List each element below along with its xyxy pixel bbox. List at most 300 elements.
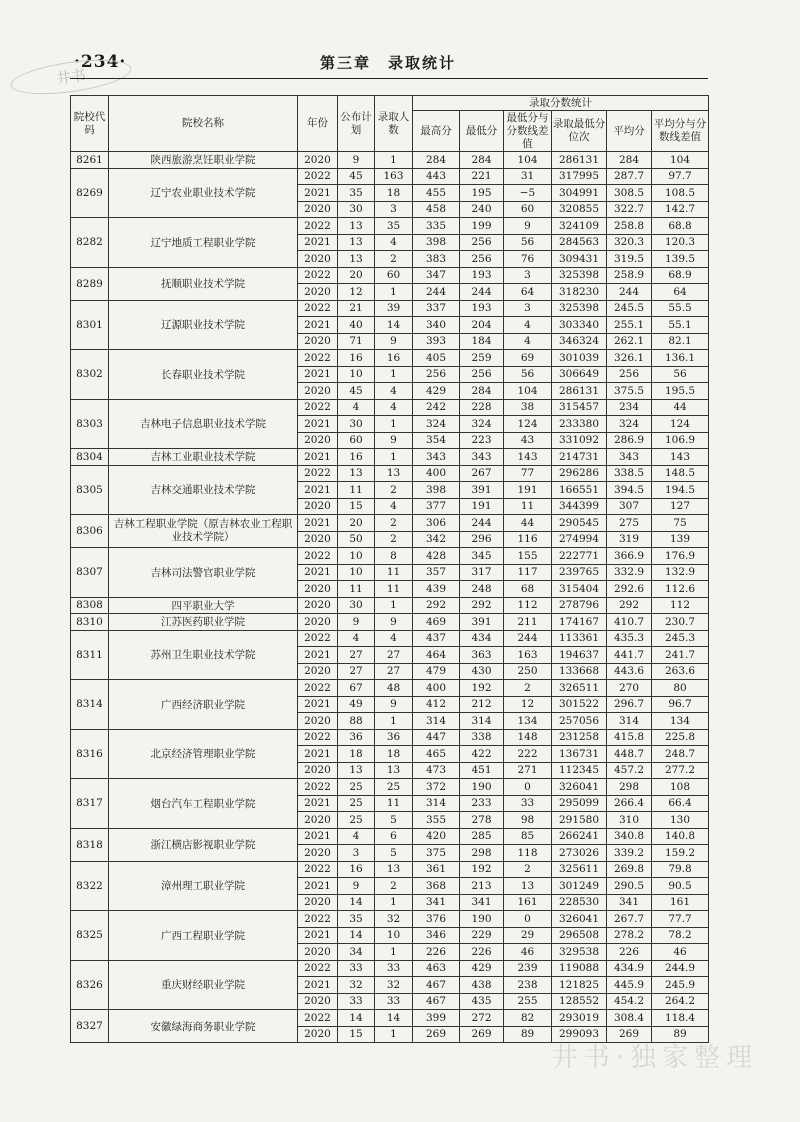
data-cell: 134 xyxy=(652,713,709,730)
data-cell: 290.5 xyxy=(607,878,652,895)
data-cell: 2 xyxy=(375,515,413,532)
data-cell: 244 xyxy=(460,284,504,301)
data-cell: 11 xyxy=(338,581,375,598)
data-cell: 21 xyxy=(338,300,375,317)
data-cell: 435.3 xyxy=(607,630,652,647)
data-cell: 38 xyxy=(504,399,552,416)
header-avg: 平均分 xyxy=(607,111,652,152)
data-cell: 377 xyxy=(413,498,460,515)
data-cell: 2 xyxy=(504,861,552,878)
data-cell: 2022 xyxy=(298,548,338,565)
data-cell: 2020 xyxy=(298,201,338,218)
data-cell: 14 xyxy=(338,894,375,911)
data-cell: 245.3 xyxy=(652,630,709,647)
data-cell: 317995 xyxy=(552,168,607,185)
data-cell: 6 xyxy=(375,828,413,845)
data-cell: 4 xyxy=(375,498,413,515)
data-cell: 309431 xyxy=(552,251,607,268)
school-code-cell: 8316 xyxy=(71,729,109,779)
data-cell: 10 xyxy=(338,564,375,581)
data-cell: 1 xyxy=(375,284,413,301)
data-cell: 44 xyxy=(504,515,552,532)
data-cell: 415.8 xyxy=(607,729,652,746)
data-cell: 10 xyxy=(338,366,375,383)
data-cell: 98 xyxy=(504,812,552,829)
data-cell: 2021 xyxy=(298,366,338,383)
data-cell: 344399 xyxy=(552,498,607,515)
data-cell: 1 xyxy=(375,713,413,730)
data-cell: 269 xyxy=(460,1026,504,1043)
data-cell: 292.6 xyxy=(607,581,652,598)
school-name-cell: 烟台汽车工程职业学院 xyxy=(109,779,298,829)
table-row xyxy=(71,465,709,482)
data-cell: 439 xyxy=(413,581,460,598)
data-cell: 1 xyxy=(375,944,413,961)
data-cell: 0 xyxy=(504,911,552,928)
data-cell: 355 xyxy=(413,812,460,829)
data-cell: 443.6 xyxy=(607,663,652,680)
data-cell: 248 xyxy=(460,581,504,598)
data-cell: 292 xyxy=(607,597,652,614)
data-cell: 11 xyxy=(504,498,552,515)
data-cell: 332.9 xyxy=(607,564,652,581)
data-cell: 248.7 xyxy=(652,746,709,763)
data-cell: 435 xyxy=(460,993,504,1010)
data-cell: 393 xyxy=(413,333,460,350)
data-cell: 31 xyxy=(504,168,552,185)
school-code-cell: 8310 xyxy=(71,614,109,631)
data-cell: 451 xyxy=(460,762,504,779)
data-cell: 10 xyxy=(338,548,375,565)
data-cell: 233 xyxy=(460,795,504,812)
data-cell: 155 xyxy=(504,548,552,565)
data-cell: 82 xyxy=(504,1010,552,1027)
table-row xyxy=(71,218,709,235)
school-code-cell: 8304 xyxy=(71,449,109,466)
data-cell: 89 xyxy=(504,1026,552,1043)
data-cell: 75 xyxy=(652,515,709,532)
data-cell: 315404 xyxy=(552,581,607,598)
data-cell: 1 xyxy=(375,894,413,911)
header-rule xyxy=(70,78,708,79)
data-cell: 106.9 xyxy=(652,432,709,449)
school-name-cell: 陕西旅游烹饪职业学院 xyxy=(109,152,298,169)
data-cell: 121825 xyxy=(552,977,607,994)
data-cell: 239 xyxy=(504,960,552,977)
data-cell: 228 xyxy=(460,399,504,416)
data-cell: 222771 xyxy=(552,548,607,565)
data-cell: 36 xyxy=(338,729,375,746)
school-name-cell: 四平职业大学 xyxy=(109,597,298,614)
data-cell: 77 xyxy=(504,465,552,482)
data-cell: 262.1 xyxy=(607,333,652,350)
data-cell: 399 xyxy=(413,1010,460,1027)
data-cell: 25 xyxy=(338,779,375,796)
data-cell: 341 xyxy=(413,894,460,911)
data-cell: 33 xyxy=(375,960,413,977)
data-cell: 90.5 xyxy=(652,878,709,895)
data-cell: 45 xyxy=(338,383,375,400)
data-cell: 80 xyxy=(652,680,709,697)
data-cell: 148 xyxy=(504,729,552,746)
data-cell: 326041 xyxy=(552,911,607,928)
data-cell: 39 xyxy=(375,300,413,317)
school-code-cell: 8282 xyxy=(71,218,109,268)
table-row xyxy=(71,515,709,532)
data-cell: 244 xyxy=(607,284,652,301)
data-cell: 2020 xyxy=(298,1026,338,1043)
data-cell: 12 xyxy=(338,284,375,301)
data-cell: 2020 xyxy=(298,581,338,598)
data-cell: 361 xyxy=(413,861,460,878)
data-cell: 33 xyxy=(338,960,375,977)
data-cell: 2021 xyxy=(298,416,338,433)
data-cell: 368 xyxy=(413,878,460,895)
school-name-cell: 重庆财经职业学院 xyxy=(109,960,298,1010)
data-cell: 264.2 xyxy=(652,993,709,1010)
data-cell: 266.4 xyxy=(607,795,652,812)
data-cell: 278796 xyxy=(552,597,607,614)
table-row xyxy=(71,152,709,169)
data-cell: 256 xyxy=(413,366,460,383)
data-cell: 306649 xyxy=(552,366,607,383)
data-cell: 230.7 xyxy=(652,614,709,631)
data-cell: 286131 xyxy=(552,383,607,400)
data-cell: 2020 xyxy=(298,432,338,449)
data-cell: 234 xyxy=(607,399,652,416)
school-name-cell: 抚顺职业技术学院 xyxy=(109,267,298,300)
data-cell: 2022 xyxy=(298,680,338,697)
data-cell: 48 xyxy=(375,680,413,697)
data-cell: 2020 xyxy=(298,284,338,301)
data-cell: 139 xyxy=(652,531,709,548)
data-cell: 195 xyxy=(460,185,504,202)
school-code-cell: 8303 xyxy=(71,399,109,449)
data-cell: 310 xyxy=(607,812,652,829)
data-cell: 317 xyxy=(460,564,504,581)
data-cell: 2020 xyxy=(298,845,338,862)
data-cell: 10 xyxy=(375,927,413,944)
data-cell: 1 xyxy=(375,597,413,614)
data-cell: 184 xyxy=(460,333,504,350)
data-cell: 55.5 xyxy=(652,300,709,317)
data-cell: 116 xyxy=(504,531,552,548)
data-cell: 412 xyxy=(413,696,460,713)
data-cell: 284 xyxy=(460,383,504,400)
header-plan: 公布计划 xyxy=(338,96,375,152)
data-cell: 339.2 xyxy=(607,845,652,862)
header-rank: 录取最低分位次 xyxy=(552,111,607,152)
data-cell: 2021 xyxy=(298,515,338,532)
header-min: 最低分 xyxy=(460,111,504,152)
data-cell: 383 xyxy=(413,251,460,268)
data-cell: 13 xyxy=(338,251,375,268)
data-cell: 343 xyxy=(607,449,652,466)
data-cell: 2022 xyxy=(298,168,338,185)
data-cell: 163 xyxy=(375,168,413,185)
data-cell: 3 xyxy=(504,267,552,284)
data-cell: 2021 xyxy=(298,185,338,202)
data-cell: 295099 xyxy=(552,795,607,812)
data-cell: 314 xyxy=(460,713,504,730)
data-cell: 166551 xyxy=(552,482,607,499)
data-cell: 16 xyxy=(375,350,413,367)
data-cell: 4 xyxy=(375,399,413,416)
data-cell: 176.9 xyxy=(652,548,709,565)
data-cell: 2022 xyxy=(298,630,338,647)
data-cell: 324 xyxy=(413,416,460,433)
data-cell: 2020 xyxy=(298,713,338,730)
table-row xyxy=(71,548,709,565)
data-cell: 345 xyxy=(460,548,504,565)
data-cell: 257056 xyxy=(552,713,607,730)
data-cell: 104 xyxy=(652,152,709,169)
school-name-cell: 安徽绿海商务职业学院 xyxy=(109,1010,298,1043)
data-cell: 4 xyxy=(338,828,375,845)
data-cell: 284 xyxy=(460,152,504,169)
data-cell: 64 xyxy=(652,284,709,301)
data-cell: 30 xyxy=(338,416,375,433)
data-cell: 9 xyxy=(504,218,552,235)
data-cell: 2 xyxy=(375,531,413,548)
data-cell: 405 xyxy=(413,350,460,367)
data-cell: 118.4 xyxy=(652,1010,709,1027)
data-cell: 314 xyxy=(413,795,460,812)
data-cell: 11 xyxy=(375,564,413,581)
header-avg-diff: 平均分与分数线差值 xyxy=(652,111,709,152)
data-cell: 398 xyxy=(413,482,460,499)
data-cell: 113361 xyxy=(552,630,607,647)
data-cell: 287.7 xyxy=(607,168,652,185)
data-cell: 479 xyxy=(413,663,460,680)
data-cell: 447 xyxy=(413,729,460,746)
data-cell: 259 xyxy=(460,350,504,367)
data-cell: 49 xyxy=(338,696,375,713)
data-cell: 2021 xyxy=(298,564,338,581)
school-name-cell: 吉林电子信息职业技术学院 xyxy=(109,399,298,449)
data-cell: 226 xyxy=(413,944,460,961)
school-code-cell: 8305 xyxy=(71,465,109,515)
data-cell: 238 xyxy=(504,977,552,994)
data-cell: 127 xyxy=(652,498,709,515)
data-cell: 2021 xyxy=(298,746,338,763)
data-cell: 77.7 xyxy=(652,911,709,928)
data-cell: 18 xyxy=(375,746,413,763)
data-cell: 256 xyxy=(460,366,504,383)
data-cell: 9 xyxy=(375,696,413,713)
data-cell: 1 xyxy=(375,416,413,433)
data-cell: 320855 xyxy=(552,201,607,218)
data-cell: 308.5 xyxy=(607,185,652,202)
admission-table xyxy=(70,95,709,1043)
data-cell: 430 xyxy=(460,663,504,680)
data-cell: 467 xyxy=(413,977,460,994)
data-cell: 338.5 xyxy=(607,465,652,482)
header-school-name: 院校名称 xyxy=(109,96,298,152)
data-cell: 192 xyxy=(460,680,504,697)
data-cell: 128552 xyxy=(552,993,607,1010)
data-cell: 298 xyxy=(460,845,504,862)
data-cell: 225.8 xyxy=(652,729,709,746)
data-cell: 244.9 xyxy=(652,960,709,977)
data-cell: 375 xyxy=(413,845,460,862)
data-cell: 2020 xyxy=(298,993,338,1010)
table-row xyxy=(71,729,709,746)
data-cell: 45 xyxy=(338,168,375,185)
data-cell: 142.7 xyxy=(652,201,709,218)
data-cell: 33 xyxy=(338,993,375,1010)
data-cell: 134 xyxy=(504,713,552,730)
table-row xyxy=(71,597,709,614)
school-code-cell: 8307 xyxy=(71,548,109,598)
data-cell: 445.9 xyxy=(607,977,652,994)
data-cell: 4 xyxy=(375,383,413,400)
data-cell: 391 xyxy=(460,482,504,499)
data-cell: 16 xyxy=(338,449,375,466)
data-cell: 357 xyxy=(413,564,460,581)
data-cell: 2022 xyxy=(298,779,338,796)
data-cell: 428 xyxy=(413,548,460,565)
data-cell: 2021 xyxy=(298,696,338,713)
data-cell: 410.7 xyxy=(607,614,652,631)
table-row xyxy=(71,680,709,697)
data-cell: 325398 xyxy=(552,300,607,317)
data-cell: 245.5 xyxy=(607,300,652,317)
data-cell: 291580 xyxy=(552,812,607,829)
data-cell: 2021 xyxy=(298,449,338,466)
data-cell: 458 xyxy=(413,201,460,218)
data-cell: 130 xyxy=(652,812,709,829)
data-cell: 337 xyxy=(413,300,460,317)
data-cell: 2020 xyxy=(298,762,338,779)
school-name-cell: 吉林工程职业学院（原吉林农业工程职业技术学院） xyxy=(109,515,298,548)
data-cell: 2020 xyxy=(298,531,338,548)
data-cell: 2020 xyxy=(298,333,338,350)
data-cell: 191 xyxy=(504,482,552,499)
data-cell: 338 xyxy=(460,729,504,746)
data-cell: 2 xyxy=(504,680,552,697)
school-name-cell: 辽源职业技术学院 xyxy=(109,300,298,350)
data-cell: 306 xyxy=(413,515,460,532)
data-cell: 270 xyxy=(607,680,652,697)
data-cell: 112345 xyxy=(552,762,607,779)
data-cell: 443 xyxy=(413,168,460,185)
data-cell: 258.8 xyxy=(607,218,652,235)
data-cell: 296.7 xyxy=(607,696,652,713)
data-cell: 263.6 xyxy=(652,663,709,680)
data-cell: 278 xyxy=(460,812,504,829)
data-cell: 20 xyxy=(338,515,375,532)
data-cell: 2020 xyxy=(298,944,338,961)
data-cell: 78.2 xyxy=(652,927,709,944)
data-cell: 284563 xyxy=(552,234,607,251)
data-cell: 192 xyxy=(460,861,504,878)
table-row xyxy=(71,779,709,796)
data-cell: 341 xyxy=(607,894,652,911)
data-cell: 46 xyxy=(504,944,552,961)
data-cell: 190 xyxy=(460,911,504,928)
school-code-cell: 8326 xyxy=(71,960,109,1010)
data-cell: 242 xyxy=(413,399,460,416)
school-code-cell: 8311 xyxy=(71,630,109,680)
data-cell: 104 xyxy=(504,152,552,169)
data-cell: 124 xyxy=(652,416,709,433)
data-cell: 108.5 xyxy=(652,185,709,202)
data-cell: 2021 xyxy=(298,828,338,845)
data-cell: 2021 xyxy=(298,647,338,664)
data-cell: 27 xyxy=(338,647,375,664)
data-cell: 292 xyxy=(413,597,460,614)
data-cell: 2021 xyxy=(298,317,338,334)
data-cell: 284 xyxy=(413,152,460,169)
data-cell: 85 xyxy=(504,828,552,845)
data-cell: 174167 xyxy=(552,614,607,631)
data-cell: 199 xyxy=(460,218,504,235)
data-cell: 239765 xyxy=(552,564,607,581)
data-cell: 325611 xyxy=(552,861,607,878)
data-cell: 277.2 xyxy=(652,762,709,779)
data-cell: 2022 xyxy=(298,300,338,317)
data-cell: 222 xyxy=(504,746,552,763)
data-cell: 190 xyxy=(460,779,504,796)
data-cell: 463 xyxy=(413,960,460,977)
data-cell: 274994 xyxy=(552,531,607,548)
school-code-cell: 8308 xyxy=(71,597,109,614)
data-cell: 465 xyxy=(413,746,460,763)
school-name-cell: 长春职业技术学院 xyxy=(109,350,298,400)
data-cell: 342 xyxy=(413,531,460,548)
data-cell: 68 xyxy=(504,581,552,598)
data-cell: 318230 xyxy=(552,284,607,301)
data-cell: 422 xyxy=(460,746,504,763)
data-cell: 4 xyxy=(375,630,413,647)
data-cell: 340.8 xyxy=(607,828,652,845)
data-cell: 2022 xyxy=(298,729,338,746)
data-cell: 60 xyxy=(375,267,413,284)
data-cell: 269 xyxy=(607,1026,652,1043)
data-cell: 434.9 xyxy=(607,960,652,977)
data-cell: 2020 xyxy=(298,251,338,268)
data-cell: 56 xyxy=(504,366,552,383)
data-cell: 2 xyxy=(375,482,413,499)
data-cell: 2022 xyxy=(298,465,338,482)
data-cell: 299093 xyxy=(552,1026,607,1043)
data-cell: 278.2 xyxy=(607,927,652,944)
table-row xyxy=(71,614,709,631)
data-cell: 2021 xyxy=(298,927,338,944)
data-cell: 2022 xyxy=(298,350,338,367)
data-cell: 285 xyxy=(460,828,504,845)
data-cell: 5 xyxy=(375,812,413,829)
data-cell: 324 xyxy=(607,416,652,433)
header-admitted: 录取人数 xyxy=(375,96,413,152)
data-cell: 298 xyxy=(607,779,652,796)
data-cell: 394.5 xyxy=(607,482,652,499)
data-cell: 329538 xyxy=(552,944,607,961)
data-cell: 18 xyxy=(375,185,413,202)
data-cell: 35 xyxy=(375,218,413,235)
table-row xyxy=(71,960,709,977)
data-cell: 314 xyxy=(607,713,652,730)
data-cell: 4 xyxy=(504,317,552,334)
data-cell: 326511 xyxy=(552,680,607,697)
data-cell: 296508 xyxy=(552,927,607,944)
data-cell: 301249 xyxy=(552,878,607,895)
data-cell: 301039 xyxy=(552,350,607,367)
data-cell: 211 xyxy=(504,614,552,631)
data-cell: 25 xyxy=(375,779,413,796)
data-cell: 32 xyxy=(375,911,413,928)
